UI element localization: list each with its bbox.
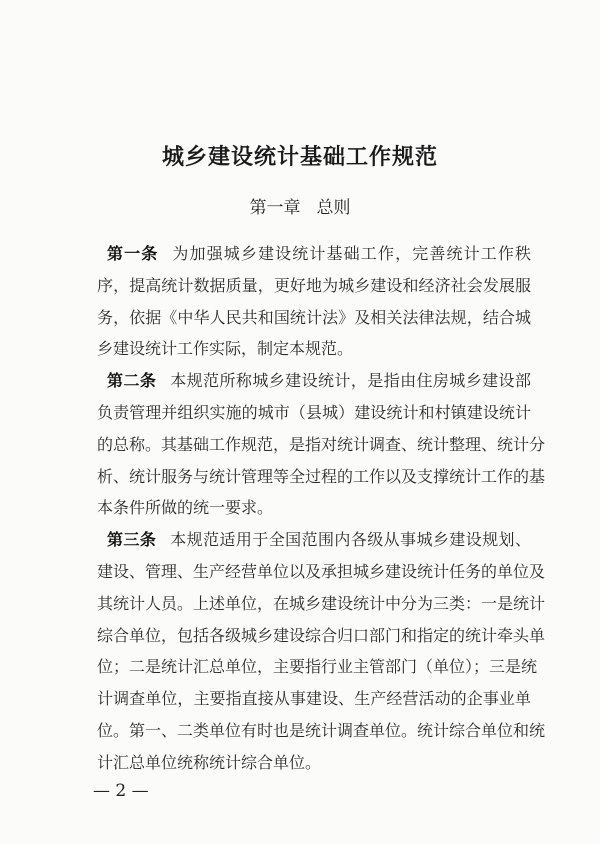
text-line — [97, 683, 531, 715]
text-line — [97, 333, 531, 365]
line-text: 务，依据《中华人民共和国统计法》及相关法律法规，结合城 — [97, 307, 531, 327]
text-line — [97, 270, 531, 302]
line-text: 为加强城乡建设统计基础工作，完善统计工作秩 — [172, 244, 531, 263]
line-text: 计汇总单位统称统计综合单位。 — [97, 752, 322, 772]
line-text: 其统计人员。上述单位，在城乡建设统计中分为三类：一是统计 — [97, 593, 546, 613]
text-line — [97, 651, 538, 683]
text-line — [97, 524, 531, 556]
chapter-number: 第一章 — [249, 198, 301, 218]
article-paragraph — [97, 365, 546, 524]
article-heading: 第二条 — [107, 371, 157, 391]
line-text: 序，提高统计数据质量，更好地为城乡建设和经济社会发展服 — [97, 275, 531, 295]
article-paragraph — [97, 524, 546, 778]
document-title: 城乡建设统计基础工作规范 — [161, 144, 438, 170]
article-heading: 第一条 — [107, 244, 159, 263]
chapter-heading — [0, 193, 600, 218]
text-line — [97, 302, 531, 334]
text-line — [97, 556, 546, 588]
line-text: 建设、管理、生产经营单位以及承担城乡建设统计任务的单位及 — [97, 561, 546, 581]
text-line — [97, 620, 546, 652]
line-text: 乡建设统计工作实际，制定本规范。 — [97, 339, 354, 359]
line-text: 位；二是统计汇总单位，主要指行业主管部门（单位）；三是统 — [97, 657, 538, 677]
line-text: 综合单位，包括各级城乡建设综合归口部门和指定的统计牵头单 — [97, 625, 546, 645]
text-line — [97, 238, 531, 270]
page-number: — 2 — — [93, 781, 149, 801]
line-text: 位。第一、二类单位有时也是统计调查单位。统计综合单位和统 — [97, 720, 546, 740]
line-text: 本条件所做的统一要求。 — [97, 498, 274, 518]
article-heading: 第三条 — [107, 530, 157, 550]
line-text: 本规范适用于全国范围内各级从事城乡建设规划、 — [170, 530, 531, 550]
line-text: 计调查单位，主要指直接从事建设、生产经营活动的企事业单 — [97, 689, 531, 709]
text-line — [97, 715, 546, 747]
text-line — [97, 588, 546, 620]
line-text: 的总称。其基础工作规范，是指对统计调查、统计整理、统计分 — [97, 434, 546, 454]
line-text: 析、统计服务与统计管理等全过程的工作以及支撑统计工作的基 — [97, 466, 546, 486]
text-line — [97, 492, 531, 524]
text-line — [97, 747, 531, 779]
article-paragraph — [97, 238, 531, 365]
text-line — [97, 397, 531, 429]
line-text: 负责管理并组织实施的城市（县城）建设统计和村镇建设统计 — [97, 402, 531, 422]
line-text: 本规范所称城乡建设统计，是指由住房城乡建设部 — [170, 371, 531, 391]
document-body — [97, 238, 546, 779]
text-line — [97, 365, 531, 397]
text-line — [97, 461, 546, 493]
chapter-name: 总则 — [316, 198, 351, 218]
text-line — [97, 429, 546, 461]
